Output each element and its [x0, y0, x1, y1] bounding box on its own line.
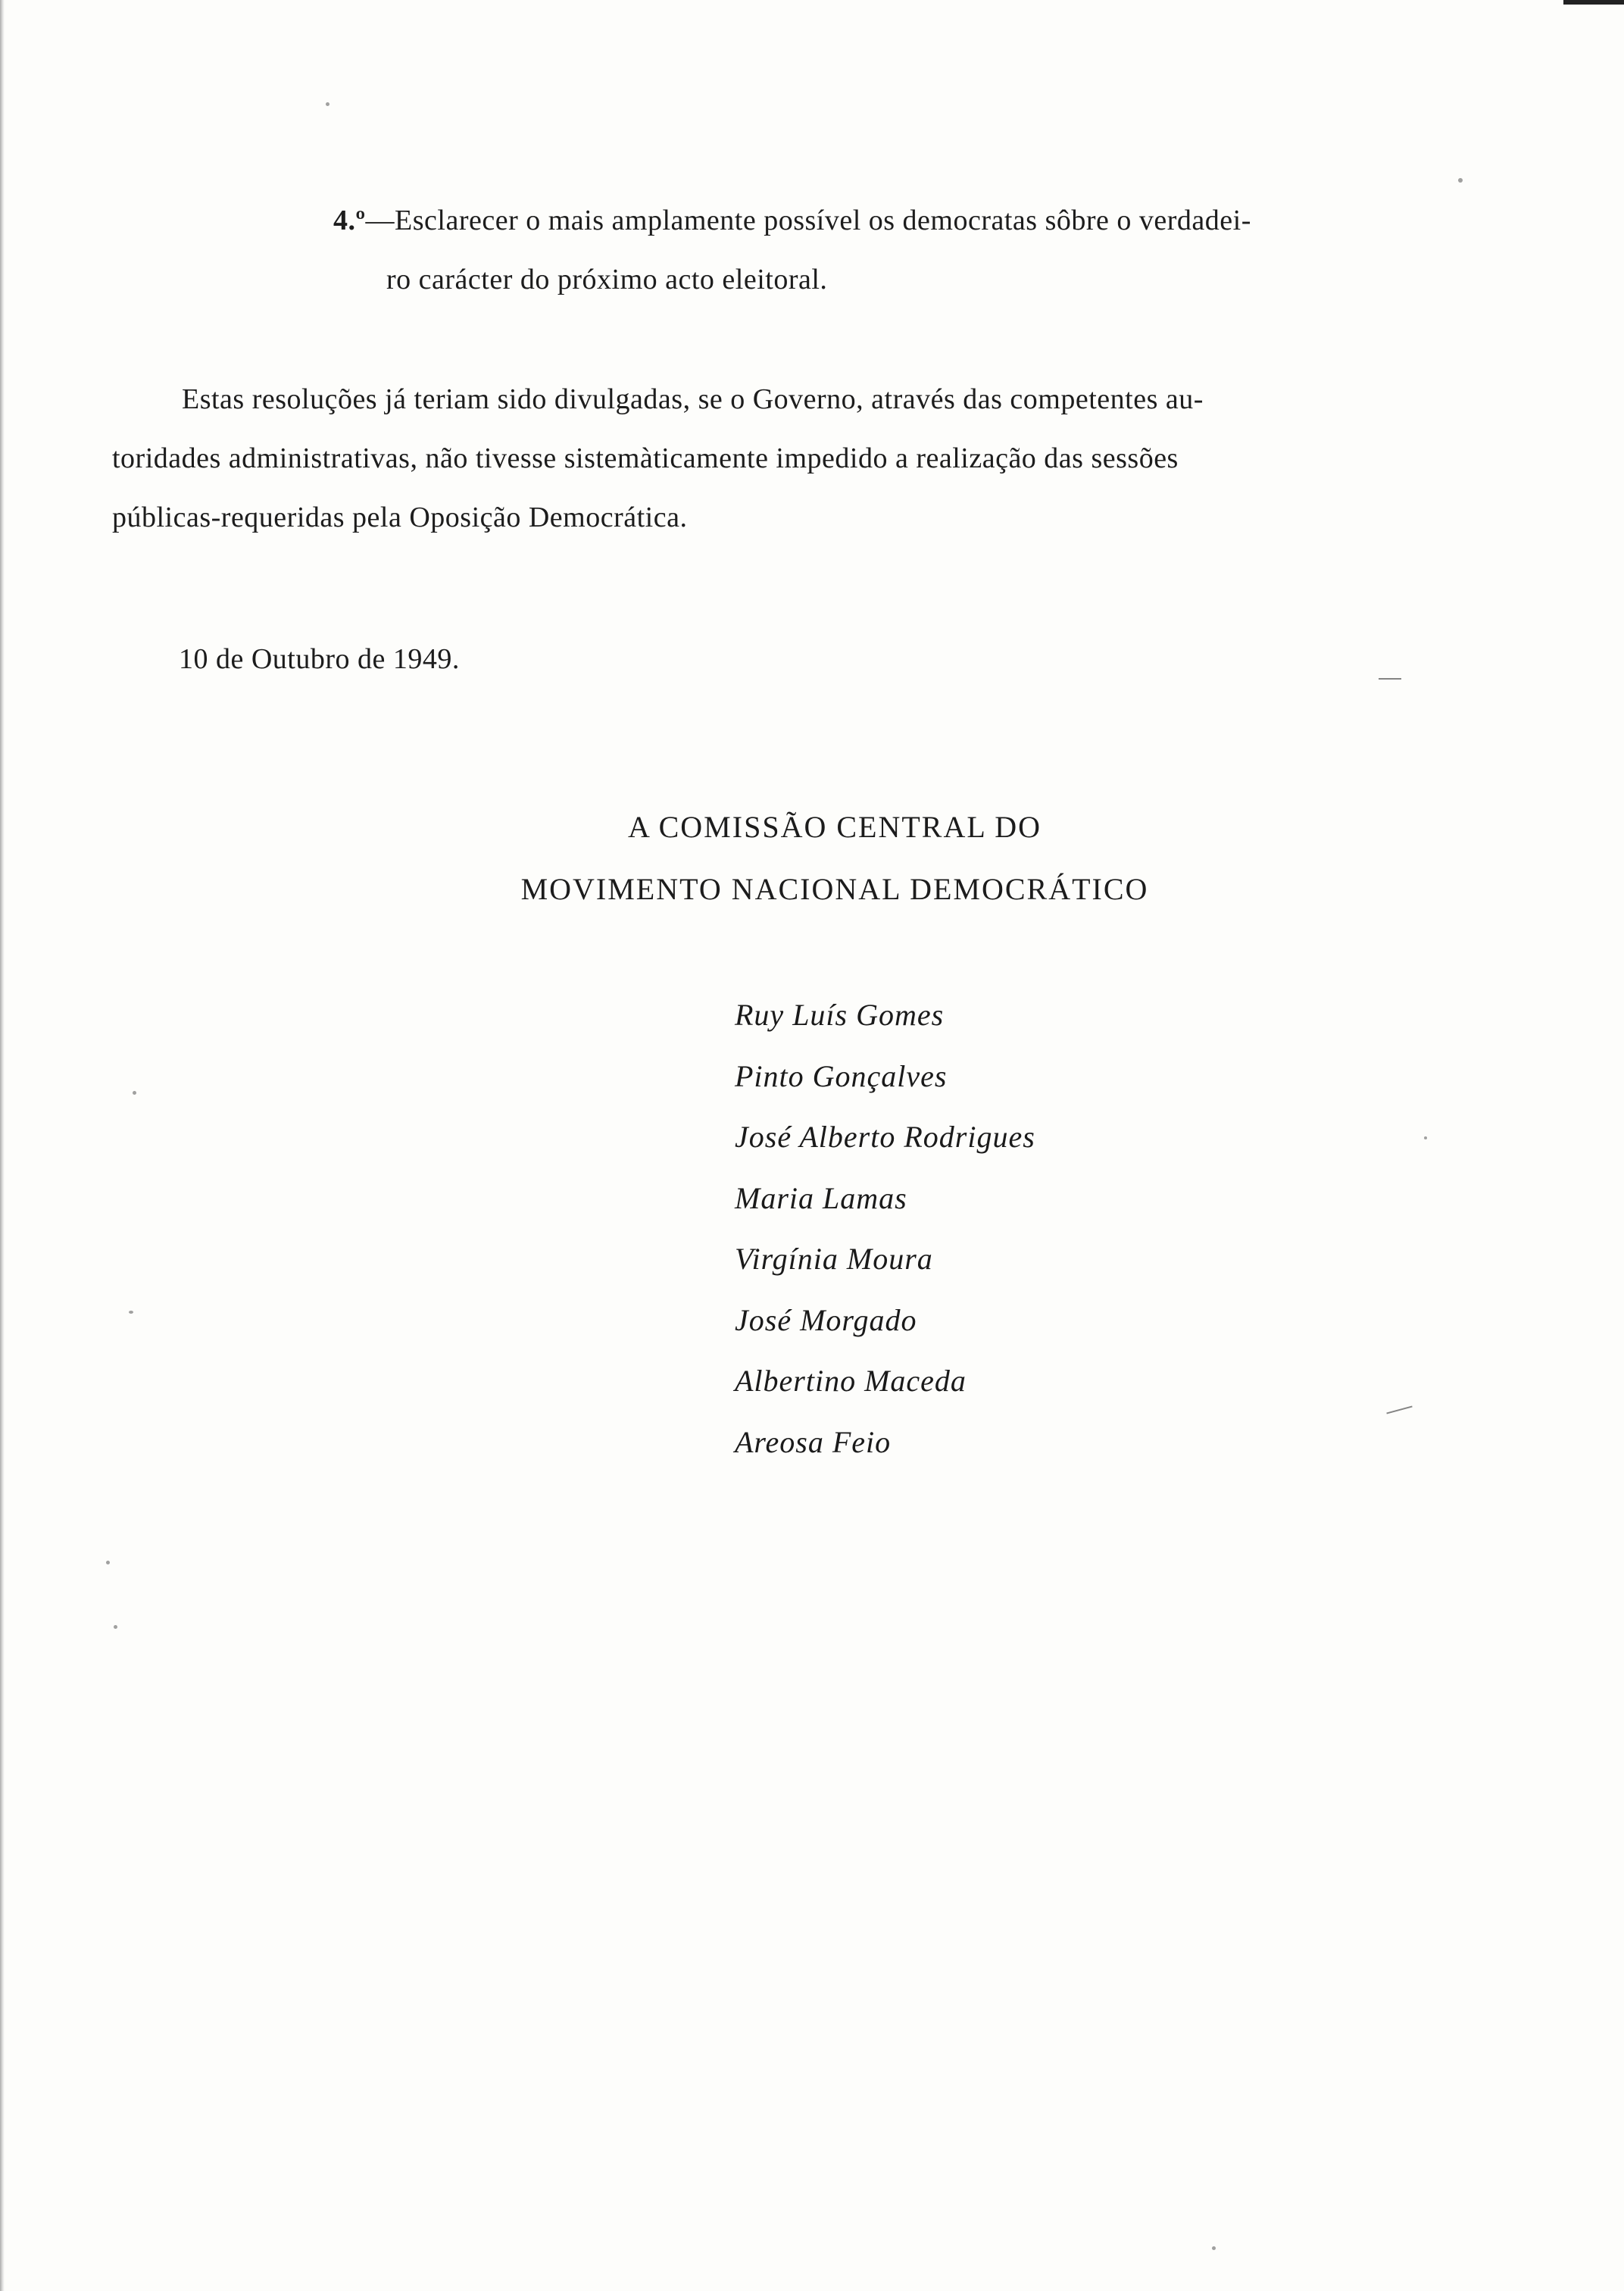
signature: Ruy Luís Gomes: [735, 998, 945, 1032]
scan-speck: [1458, 178, 1463, 183]
signature: Pinto Gonçalves: [735, 1058, 948, 1093]
resolution-line-3: públicas-requeridas pela Oposição Democrática.: [112, 502, 688, 533]
scan-speck: [326, 102, 329, 106]
resolution-paragraph: [112, 370, 1423, 547]
scan-speck: [1424, 1136, 1427, 1139]
signature-list: [735, 985, 1035, 1473]
signatory-body-line-1: A COMISSÃO CENTRAL DO: [627, 810, 1042, 844]
item-4-paragraph: [333, 191, 1469, 309]
resolution-line-2: toridades administrativas, não tivesse sistemàticamente impedido a realização das sessões: [112, 442, 1179, 474]
binding-edge: [0, 0, 5, 2291]
signature: Albertino Maceda: [735, 1364, 967, 1398]
scan-mark: [1386, 1406, 1412, 1414]
scan-speck: [129, 1311, 133, 1314]
item-number: 4.º: [333, 205, 366, 236]
signature: José Alberto Rodrigues: [735, 1120, 1035, 1154]
corner-mark: [1563, 0, 1624, 5]
scan-speck: [1212, 2246, 1216, 2250]
item-4-line-1: —Esclarecer o mais amplamente possível os democratas sôbre o verdadei-: [365, 205, 1251, 236]
item-4-line-2: ro carácter do próximo acto eleitoral.: [386, 264, 828, 295]
scan-mark: [1379, 678, 1401, 680]
signature: Maria Lamas: [735, 1180, 907, 1215]
signature: Areosa Feio: [735, 1424, 892, 1459]
scan-speck: [106, 1561, 110, 1564]
scan-speck: [114, 1625, 117, 1629]
resolution-line-1: Estas resoluções já teriam sido divulgadas, se o Governo, através das competentes au-: [182, 383, 1204, 415]
signature: Virgínia Moura: [735, 1242, 933, 1276]
document-date: 10 de Outubro de 1949.: [179, 643, 460, 675]
signature: José Morgado: [735, 1302, 917, 1337]
signatory-body-line-2: MOVIMENTO NACIONAL DEMOCRÁTICO: [520, 872, 1149, 906]
scan-speck: [133, 1091, 136, 1095]
